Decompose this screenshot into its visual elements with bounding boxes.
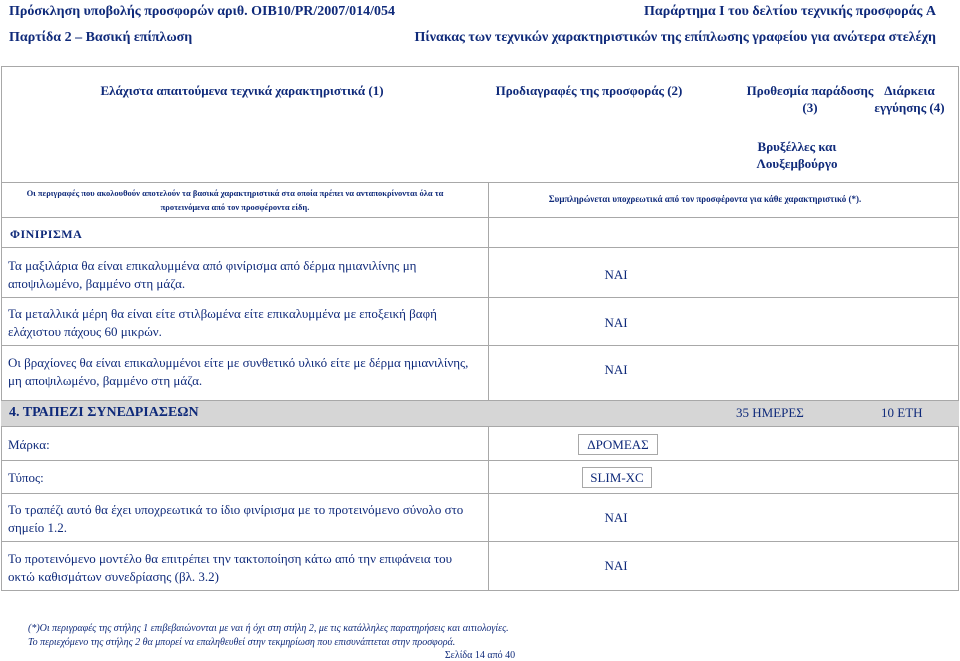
row-divider xyxy=(1,297,959,298)
table-row-2-value: ΝΑΙ xyxy=(604,558,628,573)
row-divider xyxy=(1,493,959,494)
finishing-row-3-value: ΝΑΙ xyxy=(604,362,628,377)
col-min-specs: Ελάχιστα απαιτούμενα τεχνικά χαρακτηριστικά (1) xyxy=(100,83,384,98)
col-offer-specs: Προδιαγραφές της προσφοράς (2) xyxy=(495,83,683,98)
footer-note-line1: (*)Οι περιγραφές της στήλης 1 επιβεβαιώνονται με ναι ή όχι στη στήλη 2, με τις κατάλληλες παρατηρήσεις και αιτιολογίες. xyxy=(28,623,509,634)
row-divider xyxy=(1,345,959,346)
brand-value: ΔΡΟΜΕΑΣ xyxy=(578,434,658,455)
lot-title: Παρτίδα 2 – Βασική επίπλωση xyxy=(9,30,193,45)
section-title: 4. ΤΡΑΠΕΖΙ ΣΥΝΕΔΡΙΑΣΕΩΝ xyxy=(9,405,199,420)
page-number: Σελίδα 14 από 40 xyxy=(444,650,516,661)
table-border-right xyxy=(958,183,959,590)
row-divider xyxy=(1,247,959,248)
table-row-2-text: Το προτεινόμενο μοντέλο θα επιτρέπει την τακτοποίηση κάτω από την επιφάνεια του οκτώ καθισμάτων συνεδρίασης (βλ. 3.2) xyxy=(8,551,453,584)
finishing-row-3-text: Οι βραχίονες θα είναι επικαλυμμένοι είτε με συνθετικό υλικό είτε με δέρμα ημιανιλίνης, μη αποψιλωμένο, βαμμένο στη μάζα. xyxy=(8,355,469,388)
table-divider xyxy=(488,183,489,590)
col-delivery-deadline: Προθεσμία παράδοσης (3) xyxy=(746,83,874,115)
finishing-row-1-text: Τα μαξιλάρια θα είναι επικαλυμμένα από φινίρισμα από δέρμα ημιανιλίνης μη αποψιλωμένο, βαμμένο στη μάζα. xyxy=(8,258,417,291)
tender-reference: Πρόσκληση υποβολής προσφορών αριθ. OIB10/PR/2007/014/054 xyxy=(9,4,396,19)
document-header-line2 xyxy=(9,30,936,46)
finishing-row-2-value: ΝΑΙ xyxy=(604,315,628,330)
footer-note-line2: Το περιεχόμενο της στήλης 2 θα μπορεί να επαληθευθεί στην τεκμηρίωση που επισυνάπτεται στην προσφορά. xyxy=(28,637,456,648)
table-title: Πίνακας των τεχνικών χαρακτηριστικών της επίπλωσης γραφείου για ανώτερα στελέχη xyxy=(414,30,936,45)
finishing-row-1-value: ΝΑΙ xyxy=(604,267,628,282)
finishing-title: ΦΙΝΙΡΙΣΜΑ xyxy=(10,227,83,241)
type-label: Τύπος: xyxy=(8,470,44,485)
table-border-left xyxy=(1,183,2,590)
brand-label: Μάρκα: xyxy=(8,437,50,452)
column-headers xyxy=(1,66,959,183)
row-divider xyxy=(1,541,959,542)
section-conference-table xyxy=(1,400,959,427)
delivery-value: 35 ΗΜΕΡΕΣ xyxy=(736,405,804,420)
table-row-1-value: ΝΑΙ xyxy=(604,510,628,525)
col-warranty: Διάρκεια εγγύησης (4) xyxy=(874,83,945,115)
finishing-row-2-text: Τα μεταλλικά μέρη θα είναι είτε στιλβωμένα είτε επικαλυμμένα με εποξεική βαφή ελάχιστου πάχους 60 μικρών. xyxy=(8,306,437,339)
col-location: Βρυξέλλες και Λουξεμβούργο xyxy=(756,139,838,171)
footer-note xyxy=(28,622,509,650)
document-header-line1 xyxy=(9,4,936,20)
warranty-value: 10 ΕΤΗ xyxy=(881,405,923,420)
table-row-1-text: Το τραπέζι αυτό θα έχει υποχρεωτικά το ίδιο φινίρισμα με το προτεινόμενο σύνολο στο σημείο 1.2. xyxy=(8,502,464,535)
annex-title: Παράρτημα I του δελτίου τεχνικής προσφοράς A xyxy=(644,4,936,19)
row-divider xyxy=(1,217,959,218)
note-left: Οι περιγραφές που ακολουθούν αποτελούν τα βασικά χαρακτηριστικά στα οποία πρέπει να ανταποκρίνονται όλα τα προτεινόμενα από τον προσφέροντα είδη. xyxy=(26,188,444,212)
note-right: Συμπληρώνεται υποχρεωτικά από τον προσφέροντα για κάθε χαρακτηριστικό (*). xyxy=(548,194,862,204)
row-divider xyxy=(1,460,959,461)
table-border-bottom xyxy=(1,590,959,591)
type-value: SLIM-XC xyxy=(582,467,652,488)
